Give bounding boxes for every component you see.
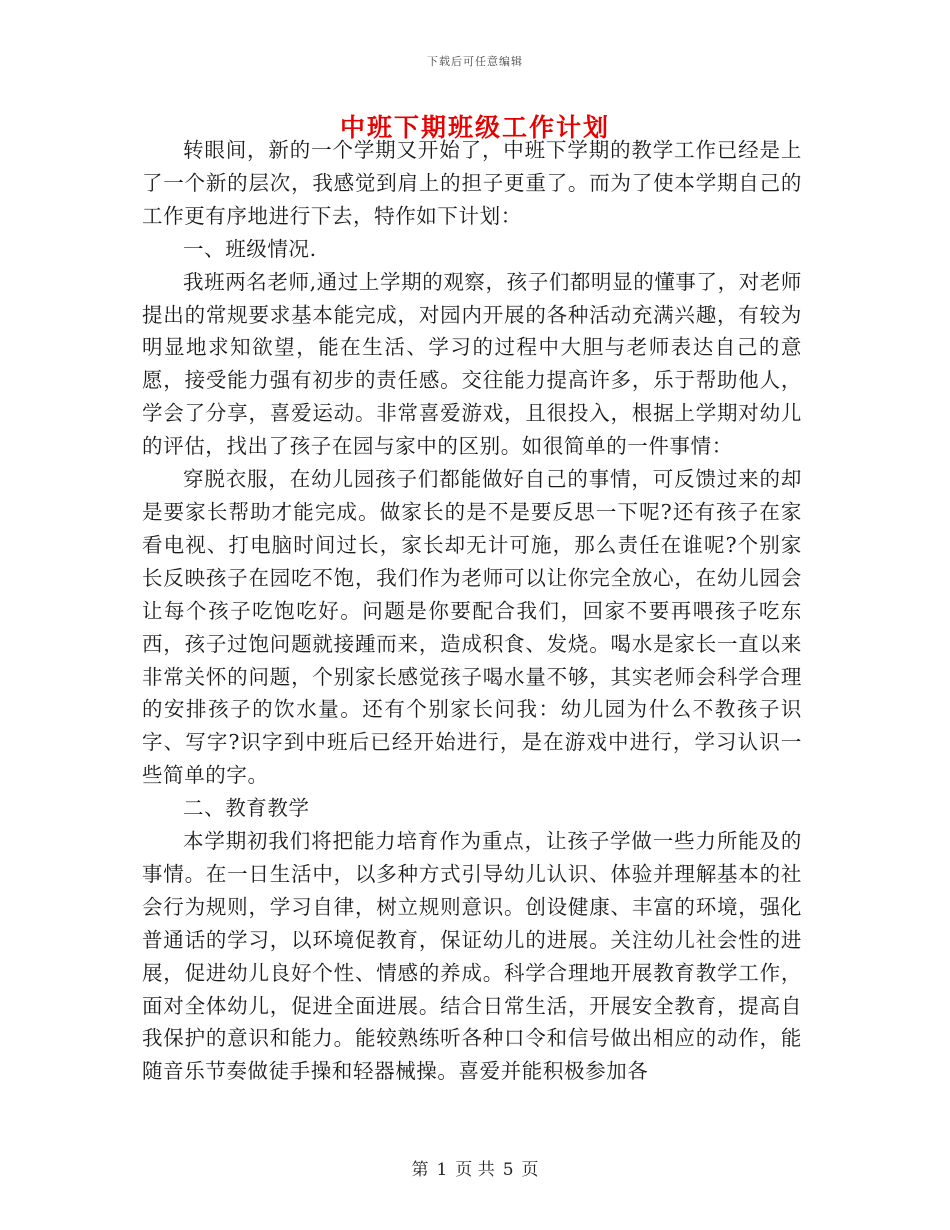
paragraph-class-situation: 我班两名老师,通过上学期的观察，孩子们都明显的懂事了，对老师提出的常规要求基本能完成，对园内开展的各种活动充满兴趣，有较为明显地求知欲望，能在生活、学习的过程中大胆与老师表达自己的意愿，接受能力强有初步的责任感。交往能力提高许多，乐于帮助他人，学会了分享，喜爱运动。非常喜爱游戏，且很投入，根据上学期对幼儿的评估，找出了孩子在园与家中的区别。如很简单的一件事情： — [142, 269, 803, 459]
header-note: 下载后可任意编辑 — [427, 55, 523, 68]
page-current: 1 — [436, 1160, 448, 1180]
paragraph-parent-feedback: 穿脱衣服，在幼儿园孩子们都能做好自己的事情，可反馈过来的却是要家长帮助才能完成。做家长的是不是要反思一下呢?还有孩子在家看电视、打电脑时间过长，家长却无计可施，那么责任在谁呢?个别家长反映孩子在园吃不饱，我们作为老师可以让你完全放心，在幼儿园会让每个孩子吃饱吃好。问题是你要配合我们，回家不要再喂孩子吃东西，孩子过饱问题就接踵而来，造成积食、发烧。喝水是家长一直以来非常关怀的问题，个别家长感觉孩子喝水量不够，其实老师会科学合理的安排孩子的饮水量。还有个别家长问我：幼儿园为什么不教孩子识字、写字?识字到中班后已经开始进行，是在游戏中进行，学习认识一些简单的字。 — [142, 467, 802, 788]
section-heading-class-situation: 一、班级情况. — [183, 236, 317, 261]
page-total: 5 — [502, 1160, 514, 1180]
document-title: 中班下期班级工作计划 — [339, 113, 610, 142]
section-heading-education: 二、教育教学 — [183, 796, 310, 821]
page-prefix: 第 — [411, 1160, 429, 1180]
page-number-footer — [0, 1155, 950, 1180]
page-mid: 页 共 — [455, 1160, 495, 1180]
paragraph-intro: 转眼间，新的一个学期又开始了，中班下学期的教学工作已经是上了一个新的层次，我感觉到肩上的担子更重了。而为了使本学期自己的工作更有序地进行下去，特作如下计划： — [142, 138, 802, 228]
document-body — [142, 134, 802, 1088]
page-suffix: 页 — [521, 1160, 539, 1180]
paragraph-education: 本学期初我们将把能力培育作为重点，让孩子学做一些力所能及的事情。在一日生活中，以多种方式引导幼儿认识、体验并理解基本的社会行为规则，学习自律，树立规则意识。创设健康、丰富的环境，强化普通话的学习，以环境促教育，保证幼儿的进展。关注幼儿社会性的进展，促进幼儿良好个性、情感的养成。科学合理地开展教育教学工作，面对全体幼儿，促进全面进展。结合日常生活，开展安全教育，提高自我保护的意识和能力。能较熟练听各种口令和信号做出相应的动作，能随音乐节奏做徒手操和轻器械操。喜爱并能积极参加各 — [142, 829, 802, 1084]
